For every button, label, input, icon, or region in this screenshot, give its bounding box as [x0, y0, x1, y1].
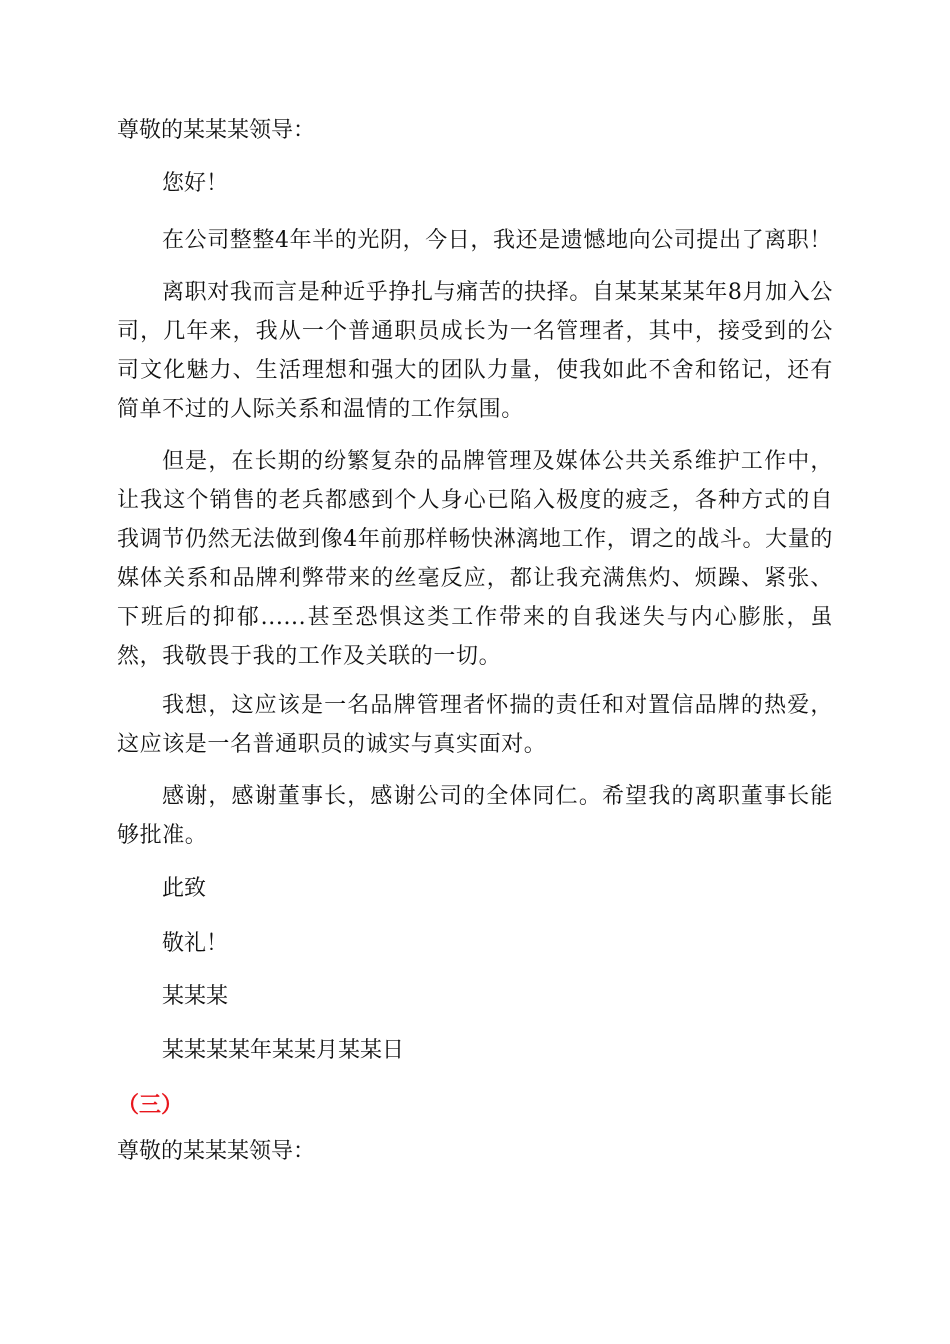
paragraph-5: 感谢，感谢董事长，感谢公司的全体同仁。希望我的离职董事长能够批准。 — [117, 784, 833, 848]
signature: 某某某 — [162, 984, 229, 1009]
section-heading: （三） — [117, 1093, 184, 1118]
paragraph-2: 离职对我而言是种近乎挣扎与痛苦的抉择。自某某某某年8月加入公司，几年来，我从一个普通职员成长为一名管理者，其中，接受到的公司文化魅力、生活理想和强大的团队力量，使我如此不舍和铭记，还有简单不过的人际关系和温情的工作氛围。 — [117, 280, 833, 422]
paragraph-4: 我想，这应该是一名品牌管理者怀揣的责任和对置信品牌的热爱，这应该是一名普通职员的诚实与真实面对。 — [117, 693, 833, 757]
paragraph-1: 在公司整整4年半的光阴，今日，我还是遗憾地向公司提出了离职！ — [162, 228, 832, 253]
greeting: 您好！ — [162, 171, 229, 196]
salutation: 尊敬的某某某领导： — [117, 118, 316, 143]
next-section-salutation: 尊敬的某某某领导： — [117, 1139, 316, 1164]
paragraph-3: 但是，在长期的纷繁复杂的品牌管理及媒体公共关系维护工作中，让我这个销售的老兵都感到个人身心已陷入极度的疲乏，各种方式的自我调节仍然无法做到像4年前那样畅快淋漓地工作，谓之的战斗。大量的媒体关系和品牌利弊带来的丝毫反应，都让我充满焦灼、烦躁、紧张、下班后的抑郁......甚至恐惧这类工作带来的自我迷失与内心膨胀，虽然，我敬畏于我的工作及关联的一切。 — [117, 449, 833, 669]
closing-line-2: 敬礼！ — [162, 931, 229, 956]
date: 某某某某年某某月某某日 — [162, 1038, 405, 1063]
closing-line-1: 此致 — [162, 876, 207, 901]
